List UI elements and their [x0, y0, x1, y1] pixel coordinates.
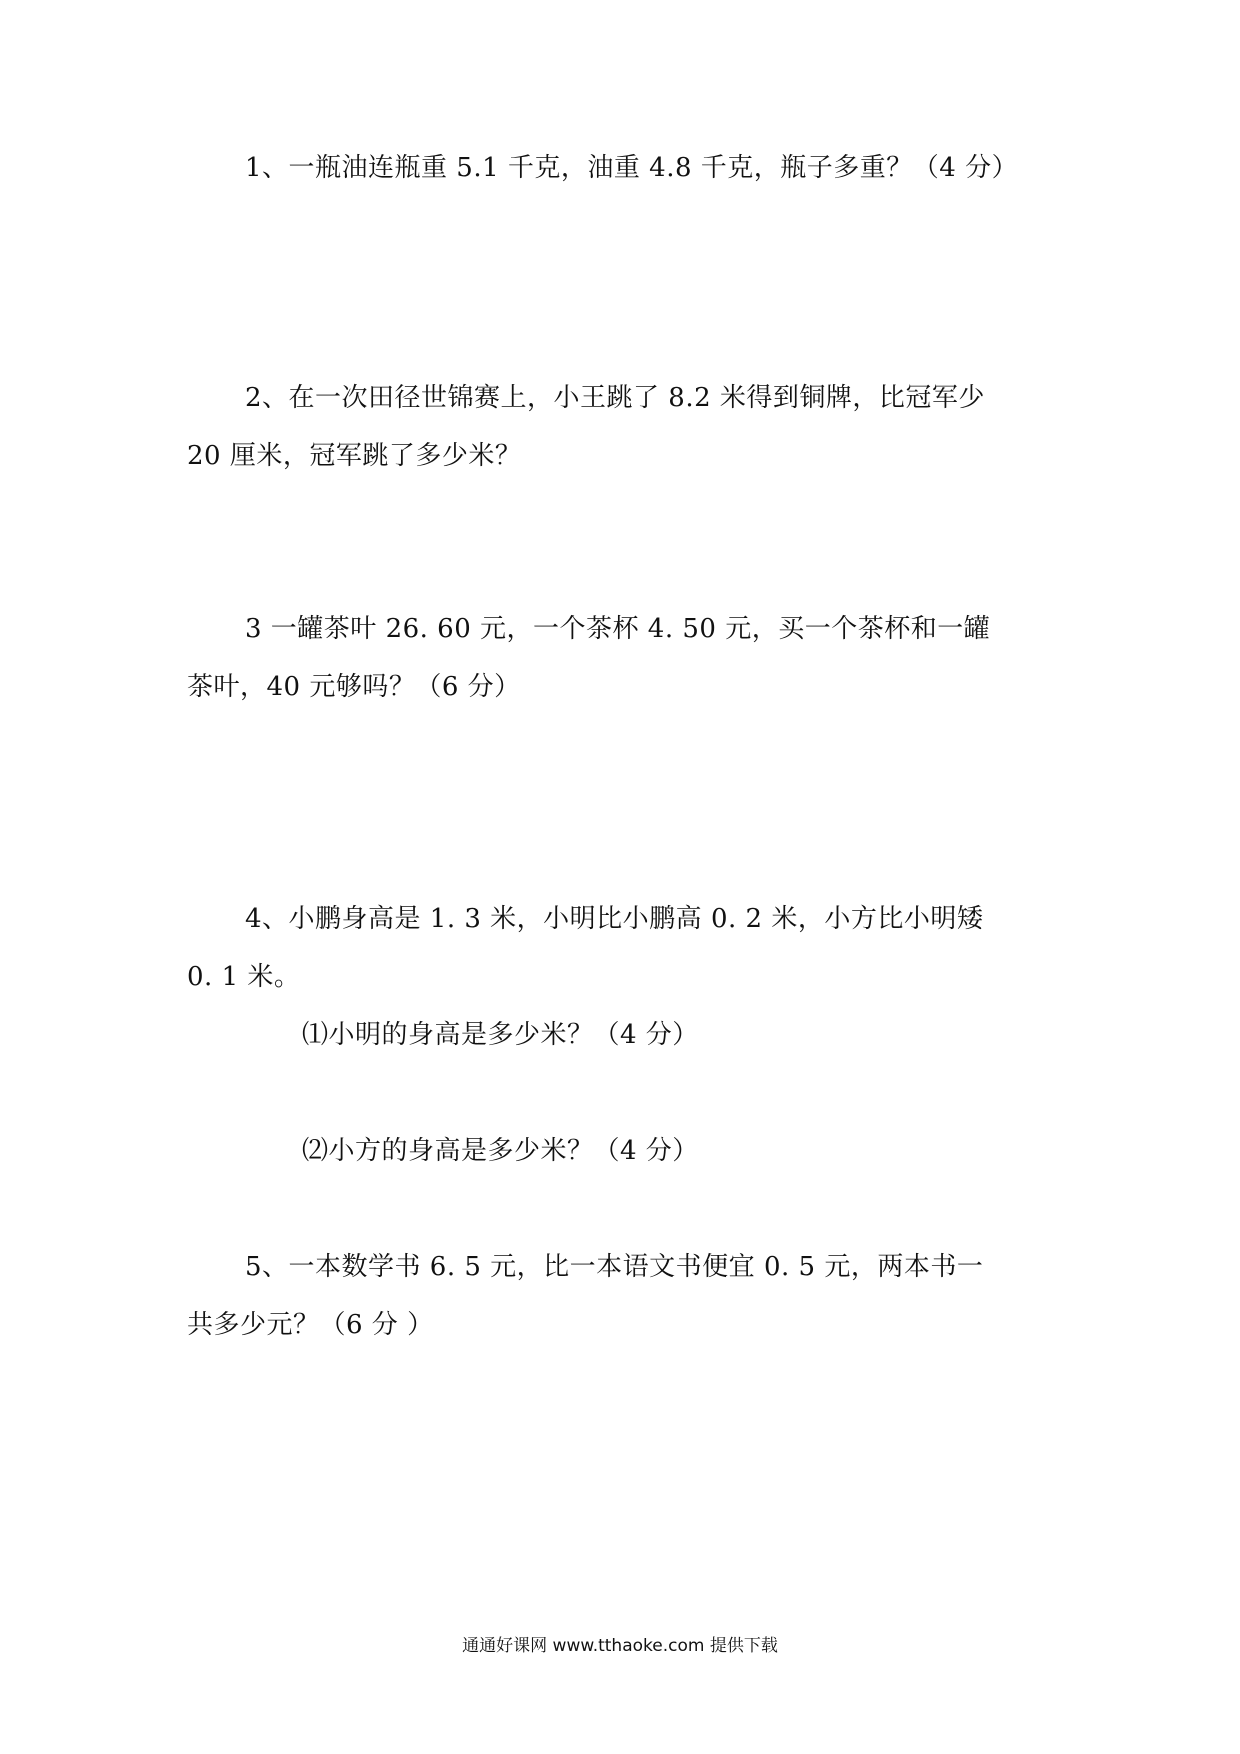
question-4-sub-2: ⑵小方的身高是多少米？（4 分）	[302, 1136, 699, 1166]
question-1-line-1: 1、一瓶油连瓶重 5.1 千克，油重 4.8 千克，瓶子多重？（4 分）	[245, 153, 1019, 183]
question-4-line-2: 0. 1 米。	[187, 962, 301, 992]
question-4-sub-1: ⑴小明的身高是多少米？（4 分）	[302, 1020, 699, 1050]
question-2-line-2: 20 厘米，冠军跳了多少米？	[187, 441, 522, 471]
question-5-line-1: 5、一本数学书 6. 5 元，比一本语文书便宜 0. 5 元，两本书一	[245, 1252, 984, 1282]
question-2-line-1: 2、在一次田径世锦赛上，小王跳了 8.2 米得到铜牌，比冠军少	[245, 383, 985, 413]
page-footer: 通通好课网 www.tthaoke.com 提供下载	[462, 1636, 778, 1656]
question-4-line-1: 4、小鹏身高是 1. 3 米，小明比小鹏高 0. 2 米，小方比小明矮	[245, 904, 984, 934]
question-3-line-1: 3 一罐茶叶 26. 60 元，一个茶杯 4. 50 元，买一个茶杯和一罐	[245, 614, 991, 644]
question-5-line-2: 共多少元？（6 分 ）	[187, 1310, 434, 1340]
question-3-line-2: 茶叶，40 元够吗？（6 分）	[187, 672, 521, 702]
